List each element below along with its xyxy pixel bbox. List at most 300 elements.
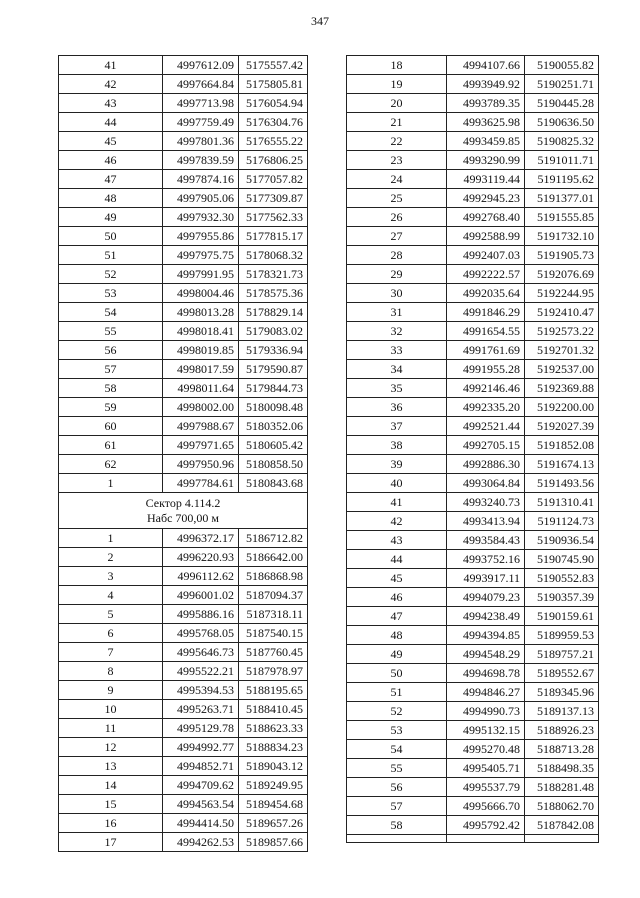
table-row [347, 474, 599, 493]
y-coordinate-cell: 5192244.95 [525, 284, 599, 303]
y-coordinate-cell: 5192701.32 [525, 341, 599, 360]
table-row [347, 170, 599, 189]
point-number-cell: 59 [59, 398, 163, 417]
y-coordinate-cell: 5178321.73 [239, 265, 308, 284]
x-coordinate-cell: 4997839.59 [163, 151, 239, 170]
y-coordinate-cell: 5188834.23 [239, 738, 308, 757]
y-coordinate-cell: 5190251.71 [525, 75, 599, 94]
table-row [59, 455, 308, 474]
table-row [59, 567, 308, 586]
y-coordinate-cell: 5188062.70 [525, 797, 599, 816]
y-coordinate-cell: 5192537.00 [525, 360, 599, 379]
y-coordinate-cell: 5192573.22 [525, 322, 599, 341]
table-row [59, 700, 308, 719]
x-coordinate-cell: 4994846.27 [447, 683, 525, 702]
point-number-cell: 2 [59, 548, 163, 567]
y-coordinate-cell: 5177562.33 [239, 208, 308, 227]
y-coordinate-cell: 5186642.00 [239, 548, 308, 567]
x-coordinate-cell: 4992886.30 [447, 455, 525, 474]
point-number-cell: 28 [347, 246, 447, 265]
y-coordinate-cell: 5189657.26 [239, 814, 308, 833]
sector-header-group [59, 493, 308, 529]
table-row [347, 132, 599, 151]
y-coordinate-cell: 5179844.73 [239, 379, 308, 398]
point-number-cell: 58 [59, 379, 163, 398]
table-row [347, 56, 599, 75]
point-number-cell: 10 [59, 700, 163, 719]
y-coordinate-cell: 5192369.88 [525, 379, 599, 398]
y-coordinate-cell: 5177815.17 [239, 227, 308, 246]
x-coordinate-cell: 4991654.55 [447, 322, 525, 341]
y-coordinate-cell: 5175805.81 [239, 75, 308, 94]
y-coordinate-cell: 5187540.15 [239, 624, 308, 643]
coordinates-table-right [346, 55, 599, 843]
x-coordinate-cell: 4997664.84 [163, 75, 239, 94]
table-row [347, 436, 599, 455]
y-coordinate-cell: 5190745.90 [525, 550, 599, 569]
x-coordinate-cell: 4995537.79 [447, 778, 525, 797]
point-number-cell: 22 [347, 132, 447, 151]
x-coordinate-cell: 4992335.20 [447, 398, 525, 417]
y-coordinate-cell: 5187094.37 [239, 586, 308, 605]
table-row [347, 113, 599, 132]
y-coordinate-cell: 5189043.12 [239, 757, 308, 776]
point-number-cell: 40 [347, 474, 447, 493]
x-coordinate-cell: 4994698.78 [447, 664, 525, 683]
x-coordinate-cell: 4992407.03 [447, 246, 525, 265]
table-row [347, 588, 599, 607]
y-coordinate-cell: 5188713.28 [525, 740, 599, 759]
y-coordinate-cell: 5188623.33 [239, 719, 308, 738]
y-coordinate-cell: 5189249.95 [239, 776, 308, 795]
table-row [59, 265, 308, 284]
point-number-cell: 1 [59, 529, 163, 548]
y-coordinate-cell: 5188195.65 [239, 681, 308, 700]
y-coordinate-cell: 5176555.22 [239, 132, 308, 151]
y-coordinate-cell: 5191011.71 [525, 151, 599, 170]
x-coordinate-cell: 4997784.61 [163, 474, 239, 493]
point-number-cell: 12 [59, 738, 163, 757]
point-number-cell: 24 [347, 170, 447, 189]
x-coordinate-cell: 4995132.15 [447, 721, 525, 740]
point-number-cell: 51 [347, 683, 447, 702]
sector-title: Сектор 4.114.2 [145, 495, 221, 510]
x-coordinate-cell: 4997905.06 [163, 189, 239, 208]
point-number-cell: 32 [347, 322, 447, 341]
y-coordinate-cell: 5191310.41 [525, 493, 599, 512]
point-number-cell: 29 [347, 265, 447, 284]
x-coordinate-cell: 4998017.59 [163, 360, 239, 379]
table-row [59, 586, 308, 605]
point-number-cell: 41 [347, 493, 447, 512]
x-coordinate-cell: 4995768.05 [163, 624, 239, 643]
y-coordinate-cell: 5191493.56 [525, 474, 599, 493]
point-number-cell: 9 [59, 681, 163, 700]
y-coordinate-cell: 5190636.50 [525, 113, 599, 132]
y-coordinate-cell: 5180843.68 [239, 474, 308, 493]
y-coordinate-cell: 5192410.47 [525, 303, 599, 322]
y-coordinate-cell: 5189757.21 [525, 645, 599, 664]
x-coordinate-cell: 4997991.95 [163, 265, 239, 284]
x-coordinate-cell: 4992222.57 [447, 265, 525, 284]
y-coordinate-cell: 5178068.32 [239, 246, 308, 265]
point-number-cell: 31 [347, 303, 447, 322]
x-coordinate-cell: 4997955.86 [163, 227, 239, 246]
table-row [59, 795, 308, 814]
y-coordinate-cell: 5191905.73 [525, 246, 599, 265]
table-row [347, 75, 599, 94]
point-number-cell: 39 [347, 455, 447, 474]
x-coordinate-cell: 4998013.28 [163, 303, 239, 322]
table-row [347, 246, 599, 265]
x-coordinate-cell: 4998019.85 [163, 341, 239, 360]
point-number-cell: 44 [347, 550, 447, 569]
x-coordinate-cell: 4993789.35 [447, 94, 525, 113]
x-coordinate-cell: 4996372.17 [163, 529, 239, 548]
y-coordinate-cell: 5176054.94 [239, 94, 308, 113]
x-coordinate-cell: 4995886.16 [163, 605, 239, 624]
x-coordinate-cell: 4995263.71 [163, 700, 239, 719]
table-row [347, 360, 599, 379]
x-coordinate-cell: 4992035.64 [447, 284, 525, 303]
table-row [347, 797, 599, 816]
y-coordinate-cell: 5189137.13 [525, 702, 599, 721]
point-number-cell: 50 [347, 664, 447, 683]
x-coordinate-cell: 4993625.98 [447, 113, 525, 132]
table-row [347, 303, 599, 322]
y-coordinate-cell: 5191674.13 [525, 455, 599, 474]
table-row [59, 170, 308, 189]
point-number-cell: 54 [347, 740, 447, 759]
x-coordinate-cell: 4995792.42 [447, 816, 525, 835]
table-row [347, 151, 599, 170]
y-coordinate-cell: 5177057.82 [239, 170, 308, 189]
point-number-cell: 55 [59, 322, 163, 341]
left-table-body-before [59, 56, 308, 493]
y-coordinate-cell: 5180858.50 [239, 455, 308, 474]
x-coordinate-cell: 4997975.75 [163, 246, 239, 265]
table-row [347, 626, 599, 645]
y-coordinate-cell: 5186868.98 [239, 567, 308, 586]
table-row [347, 322, 599, 341]
point-number-cell: 18 [347, 56, 447, 75]
y-coordinate-cell: 5175557.42 [239, 56, 308, 75]
point-number-cell: 44 [59, 113, 163, 132]
y-coordinate-cell: 5190936.54 [525, 531, 599, 550]
x-coordinate-cell: 4994414.50 [163, 814, 239, 833]
point-number-cell: 19 [347, 75, 447, 94]
point-number-cell: 43 [347, 531, 447, 550]
point-number-cell: 4 [59, 586, 163, 605]
table-row [347, 512, 599, 531]
x-coordinate-cell: 4993119.44 [447, 170, 525, 189]
x-coordinate-cell: 4994990.73 [447, 702, 525, 721]
y-coordinate-cell: 5188926.23 [525, 721, 599, 740]
y-coordinate-cell: 5187978.97 [239, 662, 308, 681]
x-coordinate-cell: 4992588.99 [447, 227, 525, 246]
table-row [59, 227, 308, 246]
point-number-cell: 46 [347, 588, 447, 607]
x-coordinate-cell: 4997759.49 [163, 113, 239, 132]
y-coordinate-cell: 5191195.62 [525, 170, 599, 189]
y-coordinate-cell: 5191852.08 [525, 436, 599, 455]
x-coordinate-cell: 4992768.40 [447, 208, 525, 227]
table-row [347, 341, 599, 360]
y-coordinate-cell: 5189552.67 [525, 664, 599, 683]
point-number-cell: 41 [59, 56, 163, 75]
y-coordinate-cell: 5190445.28 [525, 94, 599, 113]
table-row [347, 94, 599, 113]
point-number-cell: 27 [347, 227, 447, 246]
x-coordinate-cell: 4994107.66 [447, 56, 525, 75]
y-coordinate-cell: 5191555.85 [525, 208, 599, 227]
table-row [347, 550, 599, 569]
table-row [59, 56, 308, 75]
point-number-cell: 58 [347, 816, 447, 835]
x-coordinate-cell: 4996220.93 [163, 548, 239, 567]
y-coordinate-cell: 5188281.48 [525, 778, 599, 797]
x-coordinate-cell: 4995405.71 [447, 759, 525, 778]
table-row [59, 624, 308, 643]
point-number-cell: 23 [347, 151, 447, 170]
point-number-cell: 57 [347, 797, 447, 816]
x-coordinate-cell: 4997932.30 [163, 208, 239, 227]
x-coordinate-cell: 4993290.99 [447, 151, 525, 170]
point-number-cell: 21 [347, 113, 447, 132]
point-number-cell: 17 [59, 833, 163, 852]
table-row [59, 208, 308, 227]
table-row [347, 227, 599, 246]
x-coordinate-cell: 4995522.21 [163, 662, 239, 681]
table-row [347, 759, 599, 778]
x-coordinate-cell: 4997988.67 [163, 417, 239, 436]
x-coordinate-cell: 4996112.62 [163, 567, 239, 586]
y-coordinate-cell: 5178829.14 [239, 303, 308, 322]
table-row [347, 189, 599, 208]
point-number-cell: 56 [59, 341, 163, 360]
y-coordinate-cell: 5180352.06 [239, 417, 308, 436]
point-number-cell: 45 [59, 132, 163, 151]
point-number-cell: 47 [59, 170, 163, 189]
table-row [347, 816, 599, 835]
y-coordinate-cell: 5179083.02 [239, 322, 308, 341]
table-row [347, 455, 599, 474]
x-coordinate-cell: 4995270.48 [447, 740, 525, 759]
point-number-cell: 43 [59, 94, 163, 113]
point-number-cell: 13 [59, 757, 163, 776]
y-coordinate-cell: 5186712.82 [239, 529, 308, 548]
coordinates-table-left [58, 55, 308, 852]
y-coordinate-cell: 5191124.73 [525, 512, 599, 531]
table-row [59, 132, 308, 151]
point-number-cell: 53 [59, 284, 163, 303]
table-row [347, 645, 599, 664]
table-row [59, 833, 308, 852]
x-coordinate-cell: 4993064.84 [447, 474, 525, 493]
right-table-body [347, 56, 599, 835]
point-number-cell: 14 [59, 776, 163, 795]
table-row [59, 643, 308, 662]
y-coordinate-cell: 5189345.96 [525, 683, 599, 702]
x-coordinate-cell: 4994079.23 [447, 588, 525, 607]
table-row [59, 436, 308, 455]
table-row [347, 778, 599, 797]
point-number-cell: 34 [347, 360, 447, 379]
y-coordinate-cell: 5187842.08 [525, 816, 599, 835]
y-coordinate-cell: 5190357.39 [525, 588, 599, 607]
table-row [59, 719, 308, 738]
x-coordinate-cell: 4993917.11 [447, 569, 525, 588]
table-row [347, 702, 599, 721]
x-coordinate-cell: 4993413.94 [447, 512, 525, 531]
point-number-cell: 38 [347, 436, 447, 455]
point-number-cell: 50 [59, 227, 163, 246]
point-number-cell: 60 [59, 417, 163, 436]
x-coordinate-cell: 4993240.73 [447, 493, 525, 512]
point-number-cell: 56 [347, 778, 447, 797]
x-coordinate-cell: 4997950.96 [163, 455, 239, 474]
y-coordinate-cell: 5190552.83 [525, 569, 599, 588]
point-number-cell: 61 [59, 436, 163, 455]
table-row [347, 208, 599, 227]
x-coordinate-cell: 4994852.71 [163, 757, 239, 776]
x-coordinate-cell: 4994548.29 [447, 645, 525, 664]
point-number-cell: 49 [347, 645, 447, 664]
table-row [59, 605, 308, 624]
table-row [59, 738, 308, 757]
point-number-cell: 52 [59, 265, 163, 284]
point-number-cell: 6 [59, 624, 163, 643]
y-coordinate-cell: 5189959.53 [525, 626, 599, 645]
table-row [59, 814, 308, 833]
table-row [347, 607, 599, 626]
table-bottom-padding [347, 835, 599, 843]
point-number-cell: 1 [59, 474, 163, 493]
table-row [59, 474, 308, 493]
table-row [59, 529, 308, 548]
point-number-cell: 53 [347, 721, 447, 740]
x-coordinate-cell: 4992945.23 [447, 189, 525, 208]
point-number-cell: 30 [347, 284, 447, 303]
point-number-cell: 35 [347, 379, 447, 398]
x-coordinate-cell: 4994992.77 [163, 738, 239, 757]
y-coordinate-cell: 5190825.32 [525, 132, 599, 151]
point-number-cell: 8 [59, 662, 163, 681]
table-row [59, 398, 308, 417]
point-number-cell: 52 [347, 702, 447, 721]
y-coordinate-cell: 5178575.36 [239, 284, 308, 303]
y-coordinate-cell: 5180605.42 [239, 436, 308, 455]
table-row [59, 417, 308, 436]
y-coordinate-cell: 5180098.48 [239, 398, 308, 417]
table-row [347, 569, 599, 588]
table-row [347, 417, 599, 436]
point-number-cell: 26 [347, 208, 447, 227]
point-number-cell: 55 [347, 759, 447, 778]
point-number-cell: 11 [59, 719, 163, 738]
point-number-cell: 42 [59, 75, 163, 94]
table-row [59, 113, 308, 132]
y-coordinate-cell: 5188410.45 [239, 700, 308, 719]
x-coordinate-cell: 4997801.36 [163, 132, 239, 151]
x-coordinate-cell: 4994262.53 [163, 833, 239, 852]
y-coordinate-cell: 5190055.82 [525, 56, 599, 75]
table-row [347, 379, 599, 398]
y-coordinate-cell: 5192076.69 [525, 265, 599, 284]
table-row [347, 398, 599, 417]
sector-header [59, 493, 308, 529]
y-coordinate-cell: 5176304.76 [239, 113, 308, 132]
y-coordinate-cell: 5176806.25 [239, 151, 308, 170]
x-coordinate-cell: 4992521.44 [447, 417, 525, 436]
y-coordinate-cell: 5189454.68 [239, 795, 308, 814]
table-row [59, 341, 308, 360]
x-coordinate-cell: 4997971.65 [163, 436, 239, 455]
point-number-cell: 16 [59, 814, 163, 833]
y-coordinate-cell: 5190159.61 [525, 607, 599, 626]
table-row [347, 493, 599, 512]
x-coordinate-cell: 4995394.53 [163, 681, 239, 700]
x-coordinate-cell: 4997713.98 [163, 94, 239, 113]
point-number-cell: 25 [347, 189, 447, 208]
point-number-cell: 42 [347, 512, 447, 531]
x-coordinate-cell: 4995666.70 [447, 797, 525, 816]
table-row [347, 265, 599, 284]
x-coordinate-cell: 4994394.85 [447, 626, 525, 645]
y-coordinate-cell: 5192027.39 [525, 417, 599, 436]
x-coordinate-cell: 4998011.64 [163, 379, 239, 398]
point-number-cell: 54 [59, 303, 163, 322]
x-coordinate-cell: 4994709.62 [163, 776, 239, 795]
point-number-cell: 48 [347, 626, 447, 645]
point-number-cell: 51 [59, 246, 163, 265]
x-coordinate-cell: 4994563.54 [163, 795, 239, 814]
table-row [59, 189, 308, 208]
y-coordinate-cell: 5191732.10 [525, 227, 599, 246]
sector-depth: Набс 700,00 м [146, 510, 220, 525]
table-row [347, 284, 599, 303]
y-coordinate-cell: 5177309.87 [239, 189, 308, 208]
y-coordinate-cell: 5189857.66 [239, 833, 308, 852]
x-coordinate-cell: 4993459.85 [447, 132, 525, 151]
point-number-cell: 57 [59, 360, 163, 379]
point-number-cell: 5 [59, 605, 163, 624]
point-number-cell: 20 [347, 94, 447, 113]
table-row [59, 94, 308, 113]
table-row [347, 740, 599, 759]
table-row [59, 75, 308, 94]
y-coordinate-cell: 5191377.01 [525, 189, 599, 208]
x-coordinate-cell: 4998004.46 [163, 284, 239, 303]
x-coordinate-cell: 4995129.78 [163, 719, 239, 738]
point-number-cell: 46 [59, 151, 163, 170]
table-row [59, 379, 308, 398]
left-table-body-after [59, 529, 308, 852]
table-row [59, 757, 308, 776]
x-coordinate-cell: 4991761.69 [447, 341, 525, 360]
point-number-cell: 48 [59, 189, 163, 208]
table-row [59, 662, 308, 681]
y-coordinate-cell: 5187760.45 [239, 643, 308, 662]
y-coordinate-cell: 5179336.94 [239, 341, 308, 360]
point-number-cell: 45 [347, 569, 447, 588]
x-coordinate-cell: 4998018.41 [163, 322, 239, 341]
x-coordinate-cell: 4991955.28 [447, 360, 525, 379]
table-row [59, 151, 308, 170]
y-coordinate-cell: 5192200.00 [525, 398, 599, 417]
page-number: 347 [311, 14, 329, 28]
point-number-cell: 33 [347, 341, 447, 360]
